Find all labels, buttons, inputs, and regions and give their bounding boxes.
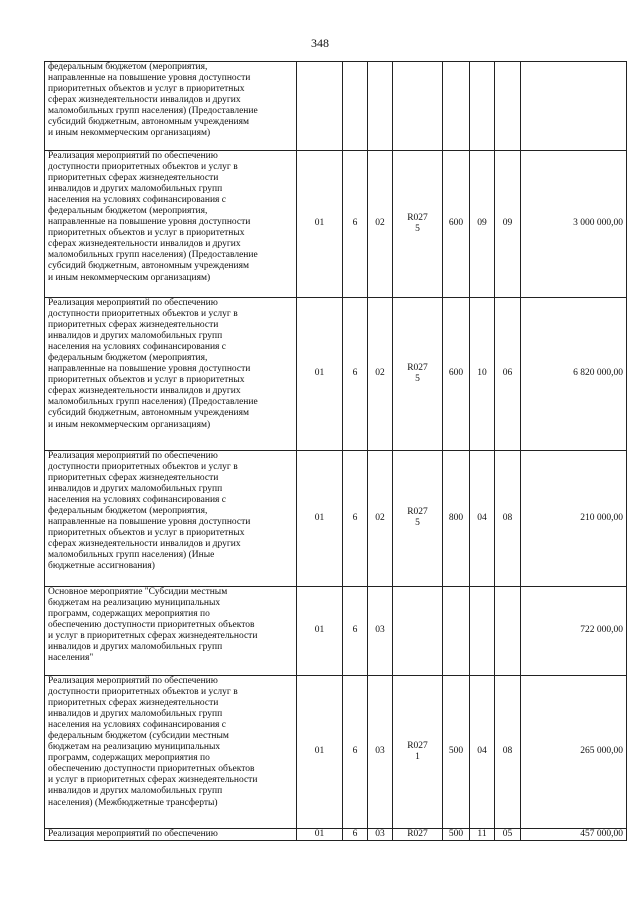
event-code-cell bbox=[368, 62, 393, 151]
section-cell: 11 bbox=[470, 829, 495, 841]
description-line: доступности приоритетных объектов и услуг в bbox=[48, 462, 238, 473]
expense-type-cell bbox=[443, 587, 470, 676]
subsection-cell bbox=[495, 62, 521, 151]
subprogram-code-cell: 6 bbox=[343, 587, 368, 676]
description-line: и услуг в приоритетных сферах жизнедеятельности bbox=[48, 631, 258, 642]
description-line: субсидий бюджетным, автономным учреждениям bbox=[48, 408, 249, 419]
description-line: приоритетных объектов и услуг в приоритетных bbox=[48, 84, 245, 95]
description-line: маломобильных групп населения) (Предоставление bbox=[48, 106, 258, 117]
target-article-cell bbox=[393, 151, 443, 298]
expense-type-cell: 800 bbox=[443, 451, 470, 587]
subsection-cell: 09 bbox=[495, 151, 521, 298]
description-line: бюджетные ассигнования) bbox=[48, 561, 155, 572]
description-line: приоритетных объектов и услуг в приоритетных bbox=[48, 528, 245, 539]
description-line: маломобильных групп населения) (Предоставление bbox=[48, 250, 258, 261]
event-code-cell: 02 bbox=[368, 298, 393, 451]
description-line: Реализация мероприятий по обеспечению bbox=[48, 676, 218, 686]
program-code-cell: 01 bbox=[297, 676, 343, 829]
description-line: приоритетных объектов и услуг в приоритетных bbox=[48, 228, 245, 239]
event-code-cell: 03 bbox=[368, 587, 393, 676]
event-code-cell: 03 bbox=[368, 676, 393, 829]
target-article-code: R0275 bbox=[407, 212, 428, 234]
description-line: маломобильных групп населения) (Предоставление bbox=[48, 397, 258, 408]
description-line: населения на условиях софинансирования с bbox=[48, 495, 227, 506]
description-line: Реализация мероприятий по обеспечению bbox=[48, 151, 218, 161]
row-description bbox=[45, 587, 297, 676]
budget-table bbox=[44, 61, 627, 841]
table-row bbox=[45, 587, 627, 676]
description-line: населения на условиях софинансирования с bbox=[48, 195, 227, 206]
description-line: направленные на повышение уровня доступности bbox=[48, 364, 251, 375]
program-code-cell: 01 bbox=[297, 587, 343, 676]
description-line: программ, содержащих мероприятия по bbox=[48, 609, 210, 620]
description-line: инвалидов и других маломобильных групп bbox=[48, 709, 223, 720]
description-line: инвалидов и других маломобильных групп bbox=[48, 484, 223, 495]
subprogram-code-cell bbox=[343, 62, 368, 151]
section-cell: 04 bbox=[470, 676, 495, 829]
description-line: Реализация мероприятий по обеспечению bbox=[48, 298, 218, 308]
table-row bbox=[45, 151, 627, 298]
expense-type-cell: 600 bbox=[443, 298, 470, 451]
description-line: направленные на повышение уровня доступности bbox=[48, 517, 251, 528]
event-code-cell: 03 bbox=[368, 829, 393, 841]
description-line: населения) (Межбюджетные трансферты) bbox=[48, 797, 218, 808]
description-line: сферах жизнедеятельности инвалидов и других bbox=[48, 95, 241, 106]
subsection-cell bbox=[495, 587, 521, 676]
page-number: 348 bbox=[311, 36, 329, 50]
description-line: доступности приоритетных объектов и услуг в bbox=[48, 687, 238, 698]
subsection-cell: 06 bbox=[495, 298, 521, 451]
target-article-code: R0271 bbox=[407, 740, 428, 762]
description-line: федеральным бюджетом (мероприятия, bbox=[48, 353, 208, 364]
description-line: сферах жизнедеятельности инвалидов и других bbox=[48, 239, 241, 250]
program-code-cell: 01 bbox=[297, 829, 343, 841]
description-line: доступности приоритетных объектов и услуг в bbox=[48, 162, 238, 173]
section-cell: 09 bbox=[470, 151, 495, 298]
description-line: субсидий бюджетным, автономным учреждениям bbox=[48, 261, 249, 272]
row-description bbox=[45, 829, 297, 841]
expense-type-cell: 500 bbox=[443, 829, 470, 841]
description-line: федеральным бюджетом (мероприятия, bbox=[48, 206, 208, 217]
description-line: направленные на повышение уровня доступности bbox=[48, 73, 251, 84]
target-article-cell bbox=[393, 451, 443, 587]
subsection-cell: 05 bbox=[495, 829, 521, 841]
amount-cell: 457 000,00 bbox=[521, 829, 627, 841]
target-article-cell bbox=[393, 587, 443, 676]
target-article-code: R0275 bbox=[407, 362, 428, 384]
row-description bbox=[45, 298, 297, 451]
target-article-cell bbox=[393, 829, 443, 841]
row-description bbox=[45, 451, 297, 587]
amount-cell: 265 000,00 bbox=[521, 676, 627, 829]
description-line: инвалидов и других маломобильных групп bbox=[48, 786, 223, 797]
description-line: программ, содержащих мероприятия по bbox=[48, 753, 210, 764]
section-cell: 10 bbox=[470, 298, 495, 451]
subprogram-code-cell: 6 bbox=[343, 676, 368, 829]
description-line: и иным некоммерческим организациям) bbox=[48, 128, 211, 139]
description-line: инвалидов и других маломобильных групп bbox=[48, 331, 223, 342]
description-line: обеспечению доступности приоритетных объектов bbox=[48, 620, 255, 631]
subprogram-code-cell: 6 bbox=[343, 151, 368, 298]
section-cell: 04 bbox=[470, 451, 495, 587]
description-line: населения на условиях софинансирования с bbox=[48, 720, 227, 731]
program-code-cell: 01 bbox=[297, 298, 343, 451]
description-line: маломобильных групп населения) (Иные bbox=[48, 550, 215, 561]
target-article-code: R027 bbox=[407, 829, 428, 839]
description-line: сферах жизнедеятельности инвалидов и других bbox=[48, 386, 241, 397]
program-code-cell bbox=[297, 62, 343, 151]
description-line: доступности приоритетных объектов и услуг в bbox=[48, 309, 238, 320]
amount-cell bbox=[521, 62, 627, 151]
subprogram-code-cell: 6 bbox=[343, 829, 368, 841]
row-description bbox=[45, 151, 297, 298]
program-code-cell: 01 bbox=[297, 451, 343, 587]
description-line: направленные на повышение уровня доступности bbox=[48, 217, 251, 228]
description-line: Основное мероприятие "Субсидии местным bbox=[48, 587, 228, 597]
table-row bbox=[45, 451, 627, 587]
expense-type-cell: 600 bbox=[443, 151, 470, 298]
subsection-cell: 08 bbox=[495, 451, 521, 587]
description-line: федеральным бюджетом (субсидии местным bbox=[48, 731, 229, 742]
description-line: бюджетам на реализацию муниципальных bbox=[48, 598, 221, 609]
event-code-cell: 02 bbox=[368, 451, 393, 587]
description-line: приоритетных сферах жизнедеятельности bbox=[48, 698, 219, 709]
description-line: федеральным бюджетом (мероприятия, bbox=[48, 506, 208, 517]
description-line: приоритетных сферах жизнедеятельности bbox=[48, 320, 219, 331]
description-line: субсидий бюджетным, автономным учреждениям bbox=[48, 117, 249, 128]
section-cell bbox=[470, 62, 495, 151]
description-line: приоритетных объектов и услуг в приоритетных bbox=[48, 375, 245, 386]
target-article-cell bbox=[393, 62, 443, 151]
target-article-cell bbox=[393, 676, 443, 829]
amount-cell: 3 000 000,00 bbox=[521, 151, 627, 298]
description-line: и иным некоммерческим организациям) bbox=[48, 272, 211, 283]
description-line: сферах жизнедеятельности инвалидов и других bbox=[48, 539, 241, 550]
subprogram-code-cell: 6 bbox=[343, 451, 368, 587]
description-line: приоритетных сферах жизнедеятельности bbox=[48, 473, 219, 484]
amount-cell: 210 000,00 bbox=[521, 451, 627, 587]
description-line: Реализация мероприятий по обеспечению bbox=[48, 829, 218, 839]
description-line: приоритетных сферах жизнедеятельности bbox=[48, 173, 219, 184]
table-row bbox=[45, 62, 627, 151]
target-article-code: R0275 bbox=[407, 507, 428, 529]
description-line: инвалидов и других маломобильных групп bbox=[48, 642, 223, 653]
description-line: населения на условиях софинансирования с bbox=[48, 342, 227, 353]
subprogram-code-cell: 6 bbox=[343, 298, 368, 451]
row-description bbox=[45, 676, 297, 829]
target-article-cell bbox=[393, 298, 443, 451]
description-line: бюджетам на реализацию муниципальных bbox=[48, 742, 221, 753]
event-code-cell: 02 bbox=[368, 151, 393, 298]
description-line: Реализация мероприятий по обеспечению bbox=[48, 451, 218, 461]
description-line: федеральным бюджетом (мероприятия, bbox=[48, 62, 208, 72]
table-row bbox=[45, 676, 627, 829]
amount-cell: 722 000,00 bbox=[521, 587, 627, 676]
description-line: и иным некоммерческим организациям) bbox=[48, 419, 211, 430]
section-cell bbox=[470, 587, 495, 676]
description-line: и услуг в приоритетных сферах жизнедеятельности bbox=[48, 775, 258, 786]
description-line: инвалидов и других маломобильных групп bbox=[48, 184, 223, 195]
table-row bbox=[45, 829, 627, 841]
subsection-cell: 08 bbox=[495, 676, 521, 829]
table-row bbox=[45, 298, 627, 451]
row-description bbox=[45, 62, 297, 151]
program-code-cell: 01 bbox=[297, 151, 343, 298]
amount-cell: 6 820 000,00 bbox=[521, 298, 627, 451]
expense-type-cell: 500 bbox=[443, 676, 470, 829]
description-line: населения" bbox=[48, 653, 94, 664]
description-line: обеспечению доступности приоритетных объектов bbox=[48, 764, 255, 775]
expense-type-cell bbox=[443, 62, 470, 151]
